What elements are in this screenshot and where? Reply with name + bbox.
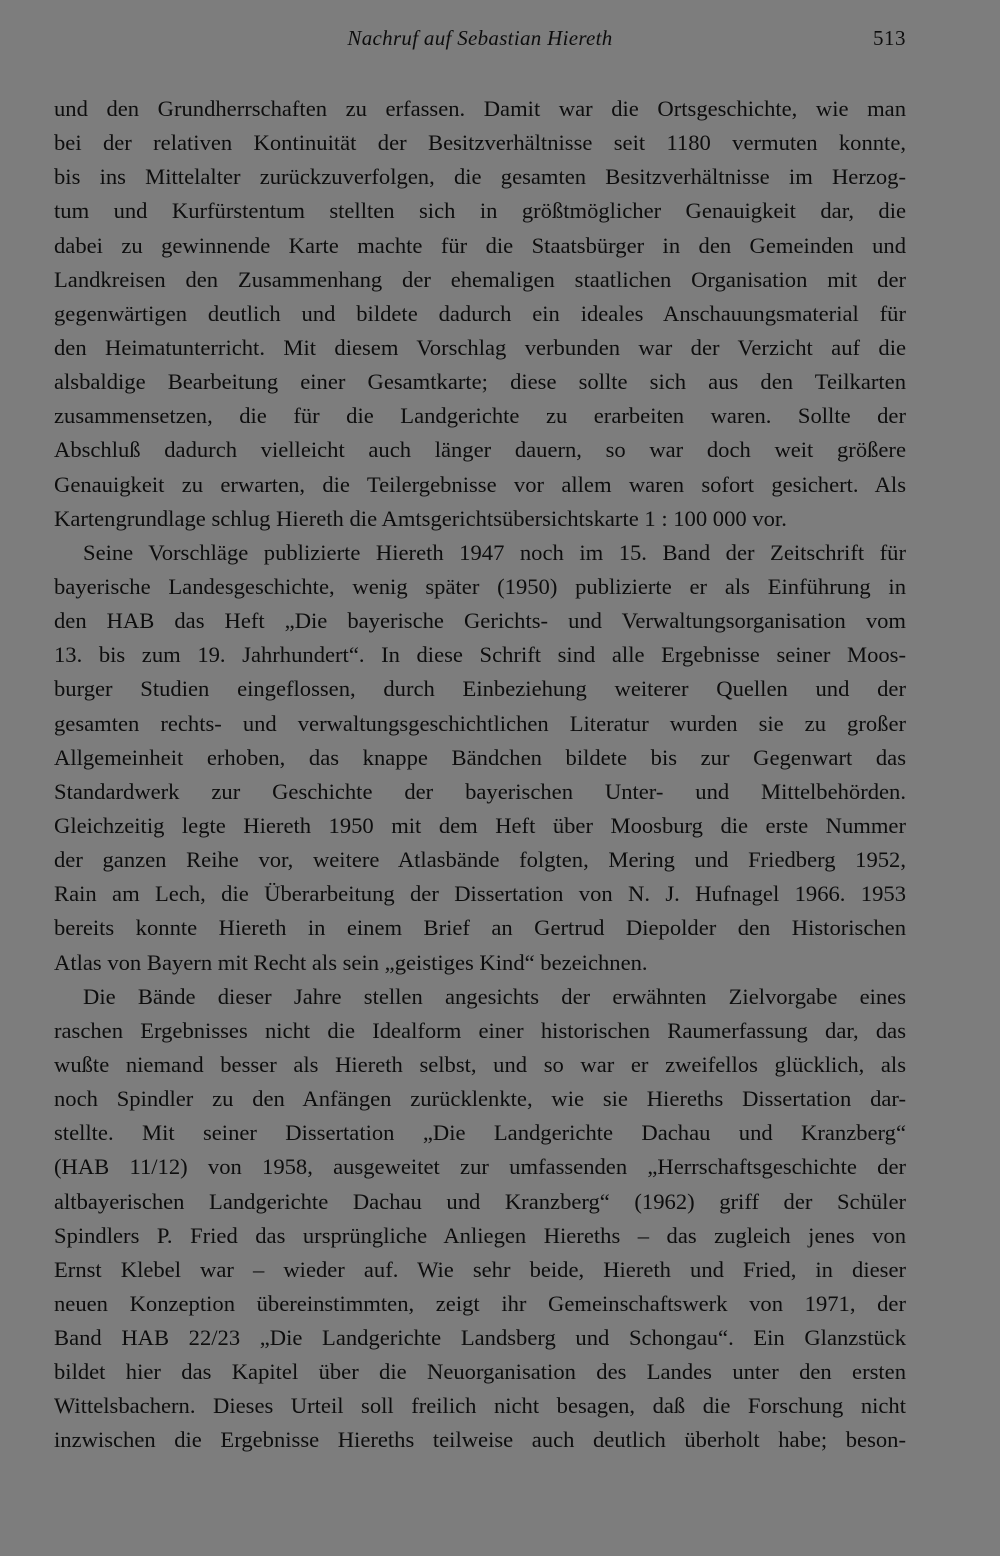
text-line: Wittelsbachern. Dieses Urteil soll freilich nicht besagen, daß die Forschung nicht (54, 1393, 906, 1419)
text-line: inzwischen die Ergebnisse Hiereths teilweise auch deutlich überholt habe; beson- (54, 1427, 906, 1453)
text-line: bildet hier das Kapitel über die Neuorganisation des Landes unter den ersten (54, 1359, 906, 1385)
paragraph (54, 536, 906, 980)
text-line: wußte niemand besser als Hiereth selbst, und so war er zweifellos glücklich, als (54, 1051, 906, 1077)
text-line: bereits konnte Hiereth in einem Brief an Gertrud Diepolder den Historischen (54, 915, 906, 941)
text-line: altbayerischen Landgerichte Dachau und Kranzberg“ (1962) griff der Schüler (54, 1188, 906, 1214)
paragraph (54, 92, 906, 536)
text-line: Rain am Lech, die Überarbeitung der Dissertation von N. J. Hufnagel 1966. 1953 (54, 881, 906, 907)
text-line: Band HAB 22/23 „Die Landgerichte Landsberg und Schongau“. Ein Glanzstück (54, 1325, 906, 1351)
text-line: Atlas von Bayern mit Recht als sein „geistiges Kind“ bezeichnen. (54, 949, 648, 975)
body-text (54, 92, 906, 1458)
text-line: Genauigkeit zu erwarten, die Teilergebnisse vor allem waren sofort gesichert. Als (54, 471, 906, 497)
text-line: den HAB das Heft „Die bayerische Gerichts- und Verwaltungsorganisation vom (54, 608, 906, 634)
text-line: bayerische Landesgeschichte, wenig später (1950) publizierte er als Einführung in (54, 573, 906, 599)
text-line: Gleichzeitig legte Hiereth 1950 mit dem Heft über Moosburg die erste Nummer (54, 812, 906, 838)
text-line: Ernst Klebel war – wieder auf. Wie sehr beide, Hiereth und Fried, in dieser (54, 1256, 906, 1282)
text-line: Spindlers P. Fried das ursprüngliche Anliegen Hiereths – das zugleich jenes von (54, 1222, 906, 1248)
text-line: gesamten rechts- und verwaltungsgeschichtlichen Literatur wurden sie zu großer (54, 710, 906, 736)
page-number: 513 (873, 26, 906, 50)
text-line: Abschluß dadurch vielleicht auch länger dauern, so war doch weit größere (54, 437, 906, 463)
text-line: dabei zu gewinnende Karte machte für die Staatsbürger in den Gemeinden und (54, 232, 906, 258)
text-line: raschen Ergebnisses nicht die Idealform einer historischen Raumerfassung dar, das (54, 1017, 906, 1043)
text-line: tum und Kurfürstentum stellten sich in größtmöglicher Genauigkeit dar, die (54, 198, 906, 224)
text-line: bis ins Mittelalter zurückzuverfolgen, die gesamten Besitzverhältnisse im Herzog- (54, 164, 906, 190)
text-line: Landkreisen den Zusammenhang der ehemaligen staatlichen Organisation mit der (54, 266, 906, 292)
text-line: den Heimatunterricht. Mit diesem Vorschlag verbunden war der Verzicht auf die (54, 334, 906, 360)
paragraph (54, 980, 906, 1458)
text-line: Seine Vorschläge publizierte Hiereth 1947 noch im 15. Band der Zeitschrift für (83, 539, 906, 565)
text-line: noch Spindler zu den Anfängen zurücklenkte, wie sie Hiereths Dissertation dar- (54, 1086, 906, 1112)
text-line: zusammensetzen, die für die Landgerichte zu erarbeiten waren. Sollte der (54, 403, 906, 429)
running-header (54, 26, 906, 60)
text-line: neuen Konzeption übereinstimmten, zeigt ihr Gemeinschaftswerk von 1971, der (54, 1290, 906, 1316)
text-line: (HAB 11/12) von 1958, ausgeweitet zur umfassenden „Herrschaftsgeschichte der (54, 1154, 906, 1180)
text-line: der ganzen Reihe vor, weitere Atlasbände folgten, Mering und Friedberg 1952, (54, 847, 906, 873)
text-line: Die Bände dieser Jahre stellen angesichts der erwähnten Zielvorgabe eines (83, 983, 906, 1009)
text-line: gegenwärtigen deutlich und bildete dadurch ein ideales Anschauungsmaterial für (54, 300, 906, 326)
text-line: Standardwerk zur Geschichte der bayerischen Unter- und Mittelbehörden. (54, 778, 906, 804)
text-line: burger Studien eingeflossen, durch Einbeziehung weiterer Quellen und der (54, 676, 906, 702)
text-line: 13. bis zum 19. Jahrhundert“. In diese Schrift sind alle Ergebnisse seiner Moos- (54, 642, 906, 668)
text-line: und den Grundherrschaften zu erfassen. Damit war die Ortsgeschichte, wie man (54, 96, 906, 121)
text-line: Kartengrundlage schlug Hiereth die Amtsgerichtsübersichtskarte 1 : 100 000 vor. (54, 505, 787, 531)
running-title: Nachruf auf Sebastian Hiereth (347, 26, 613, 50)
text-line: bei der relativen Kontinuität der Besitzverhältnisse seit 1180 vermuten konnte, (54, 130, 906, 156)
text-line: alsbaldige Bearbeitung einer Gesamtkarte; diese sollte sich aus den Teilkarten (54, 369, 906, 395)
text-line: stellte. Mit seiner Dissertation „Die Landgerichte Dachau und Kranzberg“ (54, 1120, 906, 1146)
text-line: Allgemeinheit erhoben, das knappe Bändchen bildete bis zur Gegenwart das (54, 744, 906, 770)
